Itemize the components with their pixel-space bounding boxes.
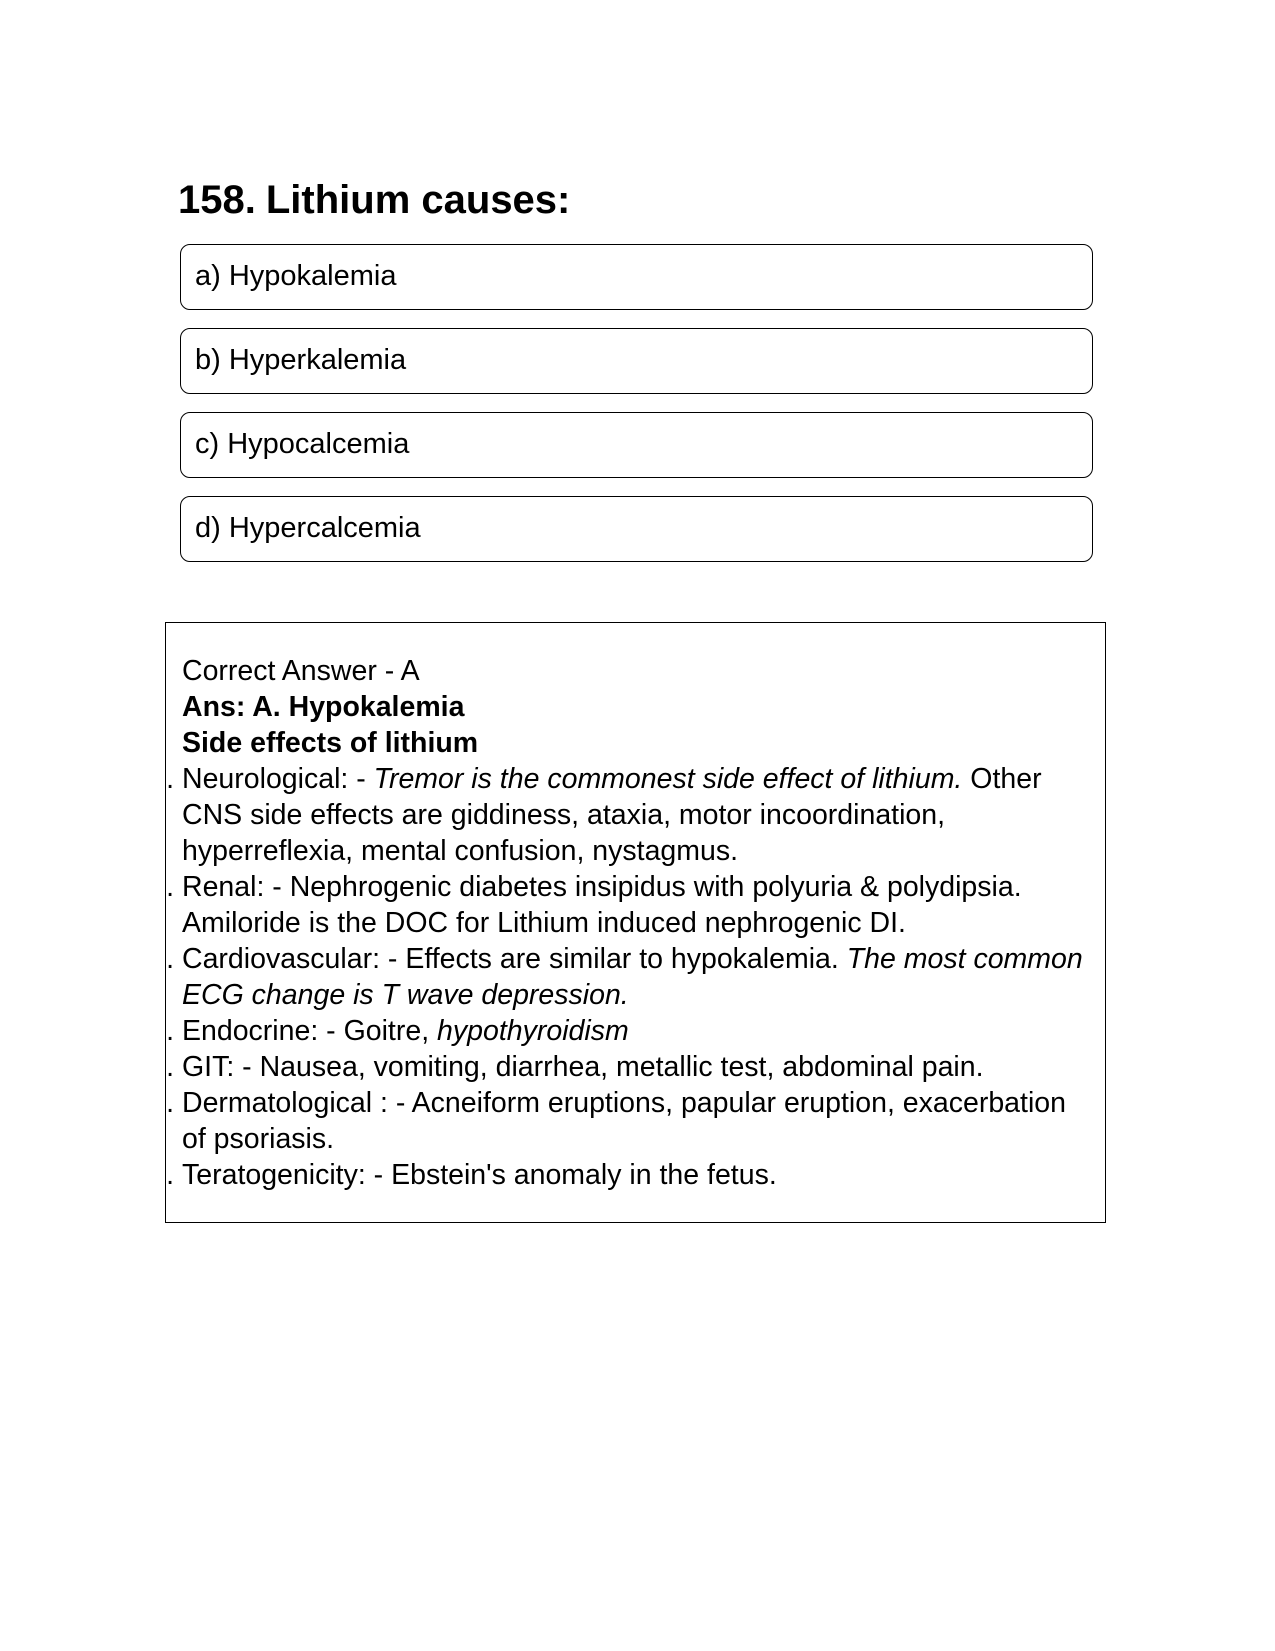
option-label: d) Hypercalcemia [195,512,421,544]
option-c[interactable] [180,412,1093,478]
list-item: 5. GIT: - Nausea, vomiting, diarrhea, metallic test, abdominal pain. [182,1049,1092,1085]
question-title [178,176,570,224]
option-label: a) Hypokalemia [195,260,397,292]
list-item: 2. Renal: - Nephrogenic diabetes insipidus with polyuria & polydipsia. Amiloride is the DOC for Lithium induced nephrogenic DI. [182,869,1092,941]
list-item: 3. Cardiovascular: - Effects are similar to hypokalemia. The most common ECG change is T wave depression. [182,941,1092,1013]
answer-line: Ans: A. Hypokalemia [182,691,465,723]
option-b[interactable] [180,328,1093,394]
answer-content [182,653,1092,1193]
answer-explanation-box [165,622,1106,1223]
option-label: c) Hypocalcemia [195,428,410,460]
list-item: 1. Neurological: - Tremor is the commonest side effect of lithium. Other CNS side effects are giddiness, ataxia, motor incoordination, hyperreflexia, mental confusion, nystagmus. [182,761,1092,869]
list-item: 4. Endocrine: - Goitre, hypothyroidism [182,1013,1092,1049]
side-effects-list [182,761,1092,1193]
option-a[interactable] [180,244,1093,310]
section-heading: Side effects of lithium [182,727,479,759]
list-item: 6. Dermatological : - Acneiform eruptions, papular eruption, exacerbation of psoriasis. [182,1085,1092,1157]
option-label: b) Hyperkalemia [195,344,407,376]
option-d[interactable] [180,496,1093,562]
correct-answer-line: Correct Answer - A [182,655,420,687]
question-text: Lithium causes: [265,178,571,222]
question-number: 158. [178,178,256,222]
list-item: 7. Teratogenicity: - Ebstein's anomaly in the fetus. [182,1157,1092,1193]
